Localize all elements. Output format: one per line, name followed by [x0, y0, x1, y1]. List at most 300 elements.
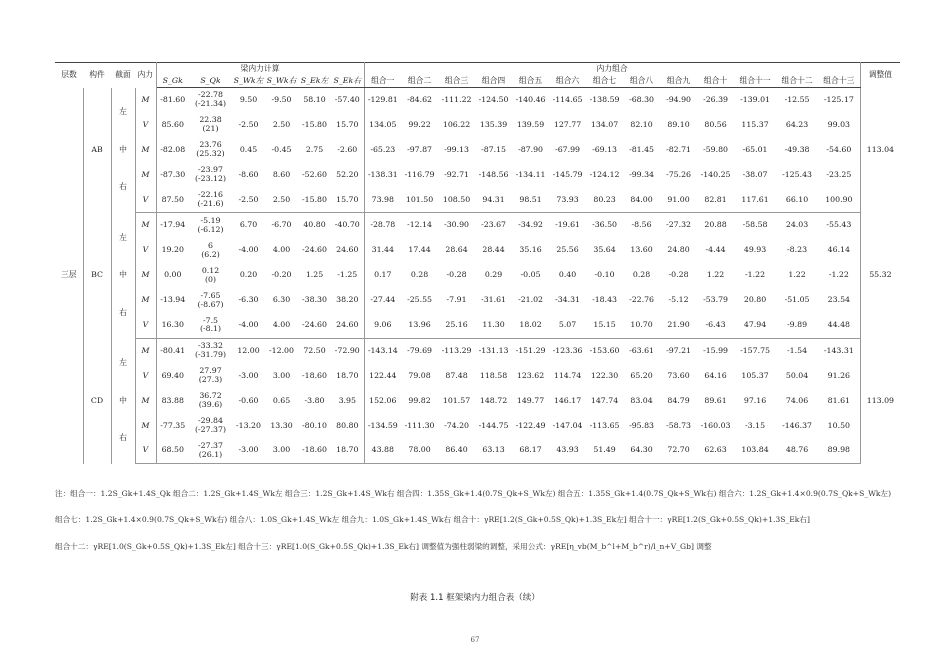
value-cell: -59.80	[703, 144, 729, 154]
value-cell: -24.60	[302, 245, 327, 255]
sqk-alt-value: (0)	[204, 274, 217, 284]
sqk-alt-value: (-8.1)	[199, 324, 222, 334]
value-cell: -99.13	[444, 144, 470, 154]
value-cell: 127.77	[553, 119, 582, 129]
value-cell: 10.50	[818, 414, 860, 439]
value-cell: 24.60	[331, 313, 364, 338]
value-cell: -114.65	[552, 94, 583, 104]
member-cell: BC	[83, 213, 111, 338]
header-floor: 层数	[55, 63, 83, 88]
force-symbol-cell: V	[135, 364, 156, 389]
sqk-cell	[189, 213, 232, 238]
value-cell: -54.60	[818, 138, 860, 163]
value-cell: 15.70	[331, 113, 364, 138]
header-calc-col: S_Gk	[156, 75, 189, 88]
value-cell: 89.61	[704, 395, 727, 405]
value-cell: 80.80	[331, 414, 364, 439]
sqk-alt-value: (27.3)	[198, 375, 223, 385]
force-symbol-cell: V	[135, 438, 156, 463]
value-cell: 2.75	[305, 144, 324, 154]
force-symbol-cell: M	[135, 263, 156, 288]
value-cell: -153.60	[589, 345, 620, 355]
value-cell: -52.60	[302, 169, 327, 179]
sqk-value: -29.84	[198, 416, 223, 426]
value-cell: 40.80	[303, 220, 326, 230]
value-cell: 122.44	[369, 370, 397, 380]
value-cell: -28.78	[370, 220, 396, 230]
sqk-alt-value: (-21.6)	[197, 199, 224, 208]
header-comb-col: 组合三	[438, 75, 475, 88]
table-row	[55, 163, 900, 188]
value-cell: 0.65	[272, 395, 291, 405]
member-cell: AB	[83, 88, 111, 213]
value-cell: 122.30	[590, 370, 619, 380]
value-cell: 8.60	[272, 169, 291, 179]
header-comb-col: 组合五	[512, 75, 549, 88]
value-cell: -38.30	[302, 295, 327, 305]
value-cell: 3.95	[331, 389, 364, 414]
value-cell: 135.39	[479, 119, 508, 129]
value-cell: -124.50	[478, 94, 509, 104]
value-cell: 89.10	[667, 119, 690, 129]
value-cell: 86.40	[438, 438, 475, 463]
table-caption: 附表 1.1 框架梁内力组合表（续）	[410, 593, 540, 603]
value-cell: 2.50	[272, 119, 291, 129]
value-cell: 49.93	[743, 245, 767, 255]
page-number: 67	[470, 636, 480, 644]
table-row	[55, 238, 900, 263]
value-cell: 78.00	[401, 438, 438, 463]
value-cell: -148.56	[478, 169, 509, 179]
value-cell: -113.29	[441, 345, 472, 355]
value-cell: 20.88	[704, 220, 727, 230]
value-cell: -34.92	[518, 220, 544, 230]
value-cell: 47.94	[734, 313, 776, 338]
value-cell: -144.75	[478, 420, 509, 430]
sqk-alt-value: (-31.79)	[194, 350, 227, 360]
value-cell: -140.25	[700, 169, 731, 179]
value-cell: -12.55	[784, 94, 810, 104]
sqk-value: -5.19	[200, 215, 221, 225]
value-cell: -1.22	[745, 270, 766, 280]
sqk-alt-value: (26.1)	[198, 449, 223, 459]
value-cell: 9.50	[239, 94, 258, 104]
value-cell: -18.60	[302, 370, 327, 380]
sgk-cell: 19.20	[161, 245, 184, 255]
value-cell: 58.10	[303, 94, 326, 104]
value-cell: 99.22	[408, 119, 431, 129]
value-cell: 81.61	[818, 389, 860, 414]
sqk-cell	[189, 88, 232, 113]
value-cell: -51.05	[784, 295, 810, 305]
value-cell: 18.70	[331, 438, 364, 463]
value-cell: -1.22	[818, 263, 860, 288]
header-comb-col: 组合一	[364, 75, 401, 88]
floor-cell: 三层	[55, 88, 83, 464]
value-cell: -7.91	[446, 295, 467, 305]
adjust-value-cell: 113.09	[866, 395, 895, 405]
value-cell: -15.80	[298, 188, 331, 213]
table-row	[55, 263, 900, 288]
value-cell: 79.08	[408, 370, 431, 380]
adjust-value-cell: 55.32	[869, 270, 892, 280]
value-cell: 1.22	[706, 270, 725, 280]
value-cell: -134.59	[367, 420, 398, 430]
value-cell: -99.34	[629, 169, 655, 179]
value-cell: 18.70	[331, 364, 364, 389]
value-cell: 82.10	[630, 119, 653, 129]
value-cell: 114.74	[553, 370, 582, 380]
section-cell: 中	[111, 138, 135, 163]
sqk-cell	[189, 163, 232, 188]
value-cell: 13.96	[401, 313, 438, 338]
value-cell: 50.04	[785, 370, 809, 380]
header-comb-col: 组合九	[660, 75, 697, 88]
value-cell: 0.17	[374, 270, 392, 280]
value-cell: -23.67	[481, 220, 507, 230]
value-cell: 0.28	[632, 270, 651, 280]
value-cell: -124.12	[589, 169, 620, 179]
value-cell: 63.13	[475, 438, 512, 463]
value-cell: 84.79	[667, 395, 690, 405]
value-cell: -0.45	[271, 144, 292, 154]
header-comb-col: 组合四	[475, 75, 512, 88]
value-cell: 83.04	[630, 395, 653, 405]
value-cell: -3.15	[745, 420, 766, 430]
section-cell: 右	[111, 414, 135, 464]
sqk-cell	[189, 438, 232, 463]
value-cell: -0.05	[520, 270, 541, 280]
value-cell: -113.65	[589, 420, 620, 430]
value-cell: 4.00	[272, 245, 291, 255]
beam-force-combination-table	[55, 62, 897, 464]
value-cell: -125.17	[818, 88, 860, 113]
value-cell: 38.20	[331, 288, 364, 313]
value-cell: 43.93	[549, 438, 586, 463]
sqk-value: -33.32	[198, 341, 223, 351]
value-cell: 44.48	[818, 313, 860, 338]
header-comb-col: 组合十一	[734, 75, 776, 88]
value-cell: 115.37	[741, 119, 769, 129]
section-cell: 右	[111, 163, 135, 213]
value-cell: -81.45	[629, 144, 655, 154]
value-cell: -12.14	[407, 220, 433, 230]
value-cell: -94.90	[666, 94, 692, 104]
value-cell: 134.05	[369, 119, 397, 129]
value-cell: 43.88	[364, 438, 401, 463]
value-cell: -6.30	[238, 295, 259, 305]
value-cell: 73.93	[549, 188, 586, 213]
table-row	[55, 338, 900, 363]
value-cell: 106.22	[442, 119, 471, 129]
value-cell: -3.00	[232, 438, 265, 463]
value-cell: 99.82	[408, 395, 431, 405]
header-force: 内力	[135, 63, 156, 88]
value-cell: 9.06	[364, 313, 401, 338]
value-cell: -2.50	[232, 188, 265, 213]
value-cell: 66.10	[776, 188, 818, 213]
value-cell: -97.87	[407, 144, 433, 154]
value-cell: 80.56	[704, 119, 727, 129]
value-cell: -6.70	[271, 220, 292, 230]
sqk-cell	[189, 263, 232, 288]
value-cell: -92.71	[444, 169, 470, 179]
sgk-cell: -81.60	[160, 94, 186, 104]
sgk-cell: 85.60	[161, 119, 184, 129]
sqk-value: -23.97	[198, 165, 223, 175]
force-symbol-cell: M	[135, 88, 156, 113]
value-cell: -22.76	[629, 295, 655, 305]
value-cell: 48.76	[776, 438, 818, 463]
value-cell: 91.00	[660, 188, 697, 213]
value-cell: 123.62	[516, 370, 545, 380]
value-cell: -24.60	[298, 313, 331, 338]
value-cell: 18.02	[512, 313, 549, 338]
adjust-value-cell: 113.04	[866, 144, 895, 154]
value-cell: -57.40	[331, 88, 364, 113]
value-cell: 13.60	[630, 245, 653, 255]
value-cell: -1.54	[787, 345, 808, 355]
sqk-value: -7.65	[200, 290, 221, 300]
sqk-cell	[189, 338, 232, 363]
value-cell: 5.07	[549, 313, 586, 338]
sqk-cell	[189, 389, 232, 414]
force-symbol-cell: M	[135, 288, 156, 313]
value-cell: 13.30	[270, 420, 293, 430]
sqk-alt-value: (-8.67)	[197, 299, 224, 309]
value-cell: 148.72	[479, 395, 508, 405]
value-cell: -2.60	[331, 138, 364, 163]
force-symbol-cell: V	[135, 313, 156, 338]
value-cell: 35.16	[519, 245, 542, 255]
value-cell: 51.49	[586, 438, 623, 463]
note-line-2: 组合七：1.2S_Gk+1.4×0.9(0.7S_Qk+S_Wk右) 组合八：1.0S_Gk+1.4S_Wk左 组合九：1.0S_Gk+1.4S_Wk右 组合十：γRE[1.2(S_Gk+0.5S_Qk)+1.3S_Ek左] 组合十一：γRE[1.2(S_Gk+0.5S_Qk)+1.3S_Ek右]	[55, 515, 810, 524]
value-cell: -4.00	[232, 313, 265, 338]
value-cell: 25.16	[438, 313, 475, 338]
value-cell: -55.43	[818, 213, 860, 238]
value-cell: -26.39	[703, 94, 729, 104]
value-cell: 100.90	[818, 188, 860, 213]
sgk-cell: -77.35	[160, 420, 186, 430]
force-symbol-cell: M	[135, 338, 156, 363]
sqk-value: 22.38	[199, 115, 222, 125]
table-row	[55, 414, 900, 439]
value-cell: -18.43	[592, 295, 618, 305]
value-cell: 87.48	[445, 370, 468, 380]
sqk-value: 0.12	[201, 265, 220, 275]
value-cell: -160.03	[700, 420, 731, 430]
value-cell: 4.00	[265, 313, 298, 338]
value-cell: -139.01	[740, 94, 770, 104]
table-row	[55, 364, 900, 389]
value-cell: 134.07	[590, 119, 619, 129]
section-cell: 左	[111, 213, 135, 263]
sqk-alt-value: (21)	[202, 124, 219, 134]
value-cell: -8.60	[238, 169, 259, 179]
value-cell: -82.71	[666, 144, 692, 154]
value-cell: -49.38	[784, 144, 810, 154]
value-cell: 139.59	[516, 119, 545, 129]
value-cell: -84.62	[407, 94, 433, 104]
sqk-cell	[189, 364, 232, 389]
value-cell: 21.90	[660, 313, 697, 338]
sqk-value: 36.72	[199, 391, 222, 401]
value-cell: -67.99	[555, 144, 581, 154]
value-cell: -68.30	[629, 94, 655, 104]
value-cell: 10.70	[623, 313, 660, 338]
value-cell: 80.23	[586, 188, 623, 213]
sgk-cell: 68.50	[156, 438, 189, 463]
header-comb-col: 组合六	[549, 75, 586, 88]
value-cell: -8.23	[787, 245, 808, 255]
value-cell: 149.77	[516, 395, 545, 405]
value-cell: -4.44	[705, 245, 726, 255]
sqk-cell	[189, 138, 232, 163]
value-cell: 74.06	[785, 395, 809, 405]
value-cell: -9.89	[776, 313, 818, 338]
section-cell: 左	[111, 338, 135, 388]
section-cell: 右	[111, 288, 135, 338]
value-cell: -87.90	[518, 144, 544, 154]
value-cell: 24.80	[667, 245, 690, 255]
value-cell: 1.25	[305, 270, 324, 280]
table-row	[55, 138, 900, 163]
value-cell: 64.23	[785, 119, 809, 129]
value-cell: 25.56	[556, 245, 579, 255]
sgk-cell: -17.94	[160, 220, 186, 230]
sgk-cell: -87.30	[160, 169, 186, 179]
value-cell: 101.50	[401, 188, 438, 213]
table-row	[55, 213, 900, 238]
value-cell: -38.07	[742, 169, 768, 179]
value-cell: -4.00	[238, 245, 259, 255]
value-cell: 23.54	[818, 288, 860, 313]
value-cell: -125.43	[782, 169, 812, 179]
force-symbol-cell: V	[135, 113, 156, 138]
value-cell: -140.46	[515, 94, 546, 104]
value-cell: 105.37	[741, 370, 769, 380]
value-cell: 0.20	[239, 270, 258, 280]
value-cell: 15.15	[586, 313, 623, 338]
header-adjust-value: 调整值	[860, 63, 900, 88]
value-cell: -143.31	[818, 338, 860, 363]
force-symbol-cell: V	[135, 238, 156, 263]
value-cell: 65.20	[630, 370, 653, 380]
value-cell: 52.20	[331, 163, 364, 188]
value-cell: 15.70	[331, 188, 364, 213]
value-cell: -0.60	[238, 395, 259, 405]
sqk-value: -27.37	[198, 440, 223, 450]
value-cell: 2.50	[265, 188, 298, 213]
value-cell: 73.98	[364, 188, 401, 213]
value-cell: -138.31	[367, 169, 398, 179]
header-calc-col: S_Wk左	[232, 75, 265, 88]
value-cell: 98.51	[512, 188, 549, 213]
header-comb-col: 组合十	[697, 75, 734, 88]
sgk-cell: 16.30	[156, 313, 189, 338]
header-comb-col: 组合二	[401, 75, 438, 88]
value-cell: -95.83	[629, 420, 655, 430]
section-cell: 左	[111, 88, 135, 138]
value-cell: 72.50	[303, 345, 326, 355]
value-cell: 3.00	[265, 438, 298, 463]
value-cell: -13.20	[236, 420, 261, 430]
sgk-cell: 87.50	[156, 188, 189, 213]
value-cell: -0.28	[668, 270, 689, 280]
value-cell: -27.44	[370, 295, 396, 305]
force-symbol-cell: M	[135, 163, 156, 188]
value-cell: 82.81	[697, 188, 734, 213]
value-cell: 0.29	[484, 270, 503, 280]
header-comb-col: 组合十二	[776, 75, 818, 88]
value-cell: -65.23	[370, 144, 396, 154]
value-cell: -6.43	[697, 313, 734, 338]
value-cell: -5.12	[668, 295, 689, 305]
value-cell: -69.13	[592, 144, 618, 154]
value-cell: -122.49	[515, 420, 546, 430]
value-cell: 103.84	[734, 438, 776, 463]
header-calc-col: S_Qk	[189, 75, 232, 88]
sgk-cell: -80.41	[160, 345, 186, 355]
section-cell: 中	[111, 263, 135, 288]
value-cell: -111.30	[404, 420, 435, 430]
header-calc-col: S_Ek左	[298, 75, 331, 88]
value-cell: -87.15	[481, 144, 507, 154]
sgk-cell: 69.40	[161, 370, 184, 380]
table-row	[55, 188, 900, 213]
value-cell: -19.61	[555, 220, 581, 230]
sqk-cell	[189, 288, 232, 313]
value-cell: -0.20	[271, 270, 292, 280]
value-cell: -2.50	[238, 119, 259, 129]
value-cell: -58.73	[666, 420, 692, 430]
value-cell: -63.61	[629, 345, 655, 355]
value-cell: 1.22	[788, 270, 806, 280]
value-cell: 62.63	[697, 438, 734, 463]
value-cell: 68.17	[512, 438, 549, 463]
value-cell: -116.79	[404, 169, 435, 179]
value-cell: -15.99	[703, 345, 729, 355]
value-cell: -27.32	[666, 220, 692, 230]
value-cell: 108.50	[438, 188, 475, 213]
value-cell: 6.30	[272, 295, 291, 305]
value-cell: -9.50	[271, 94, 292, 104]
sqk-cell	[189, 188, 232, 213]
sqk-cell	[189, 238, 232, 263]
force-symbol-cell: M	[135, 138, 156, 163]
value-cell: -157.75	[740, 345, 770, 355]
value-cell: -129.81	[367, 94, 398, 104]
sqk-value: -22.16	[198, 190, 223, 200]
value-cell: -65.01	[742, 144, 768, 154]
table-row	[55, 313, 900, 338]
value-cell: 64.16	[704, 370, 727, 380]
value-cell: -0.28	[446, 270, 467, 280]
value-cell: 24.03	[785, 220, 809, 230]
sqk-alt-value: (-27.37)	[194, 425, 227, 435]
value-cell: -3.00	[238, 370, 259, 380]
value-cell: 20.80	[743, 295, 767, 305]
sqk-value: -22.78	[198, 90, 223, 100]
value-cell: -25.55	[407, 295, 433, 305]
value-cell: -0.10	[594, 270, 615, 280]
value-cell: 152.06	[369, 395, 397, 405]
sqk-cell	[189, 113, 232, 138]
value-cell: 46.14	[818, 238, 860, 263]
sqk-cell	[189, 313, 232, 338]
value-cell: 84.00	[623, 188, 660, 213]
sqk-value: 6	[208, 240, 213, 250]
